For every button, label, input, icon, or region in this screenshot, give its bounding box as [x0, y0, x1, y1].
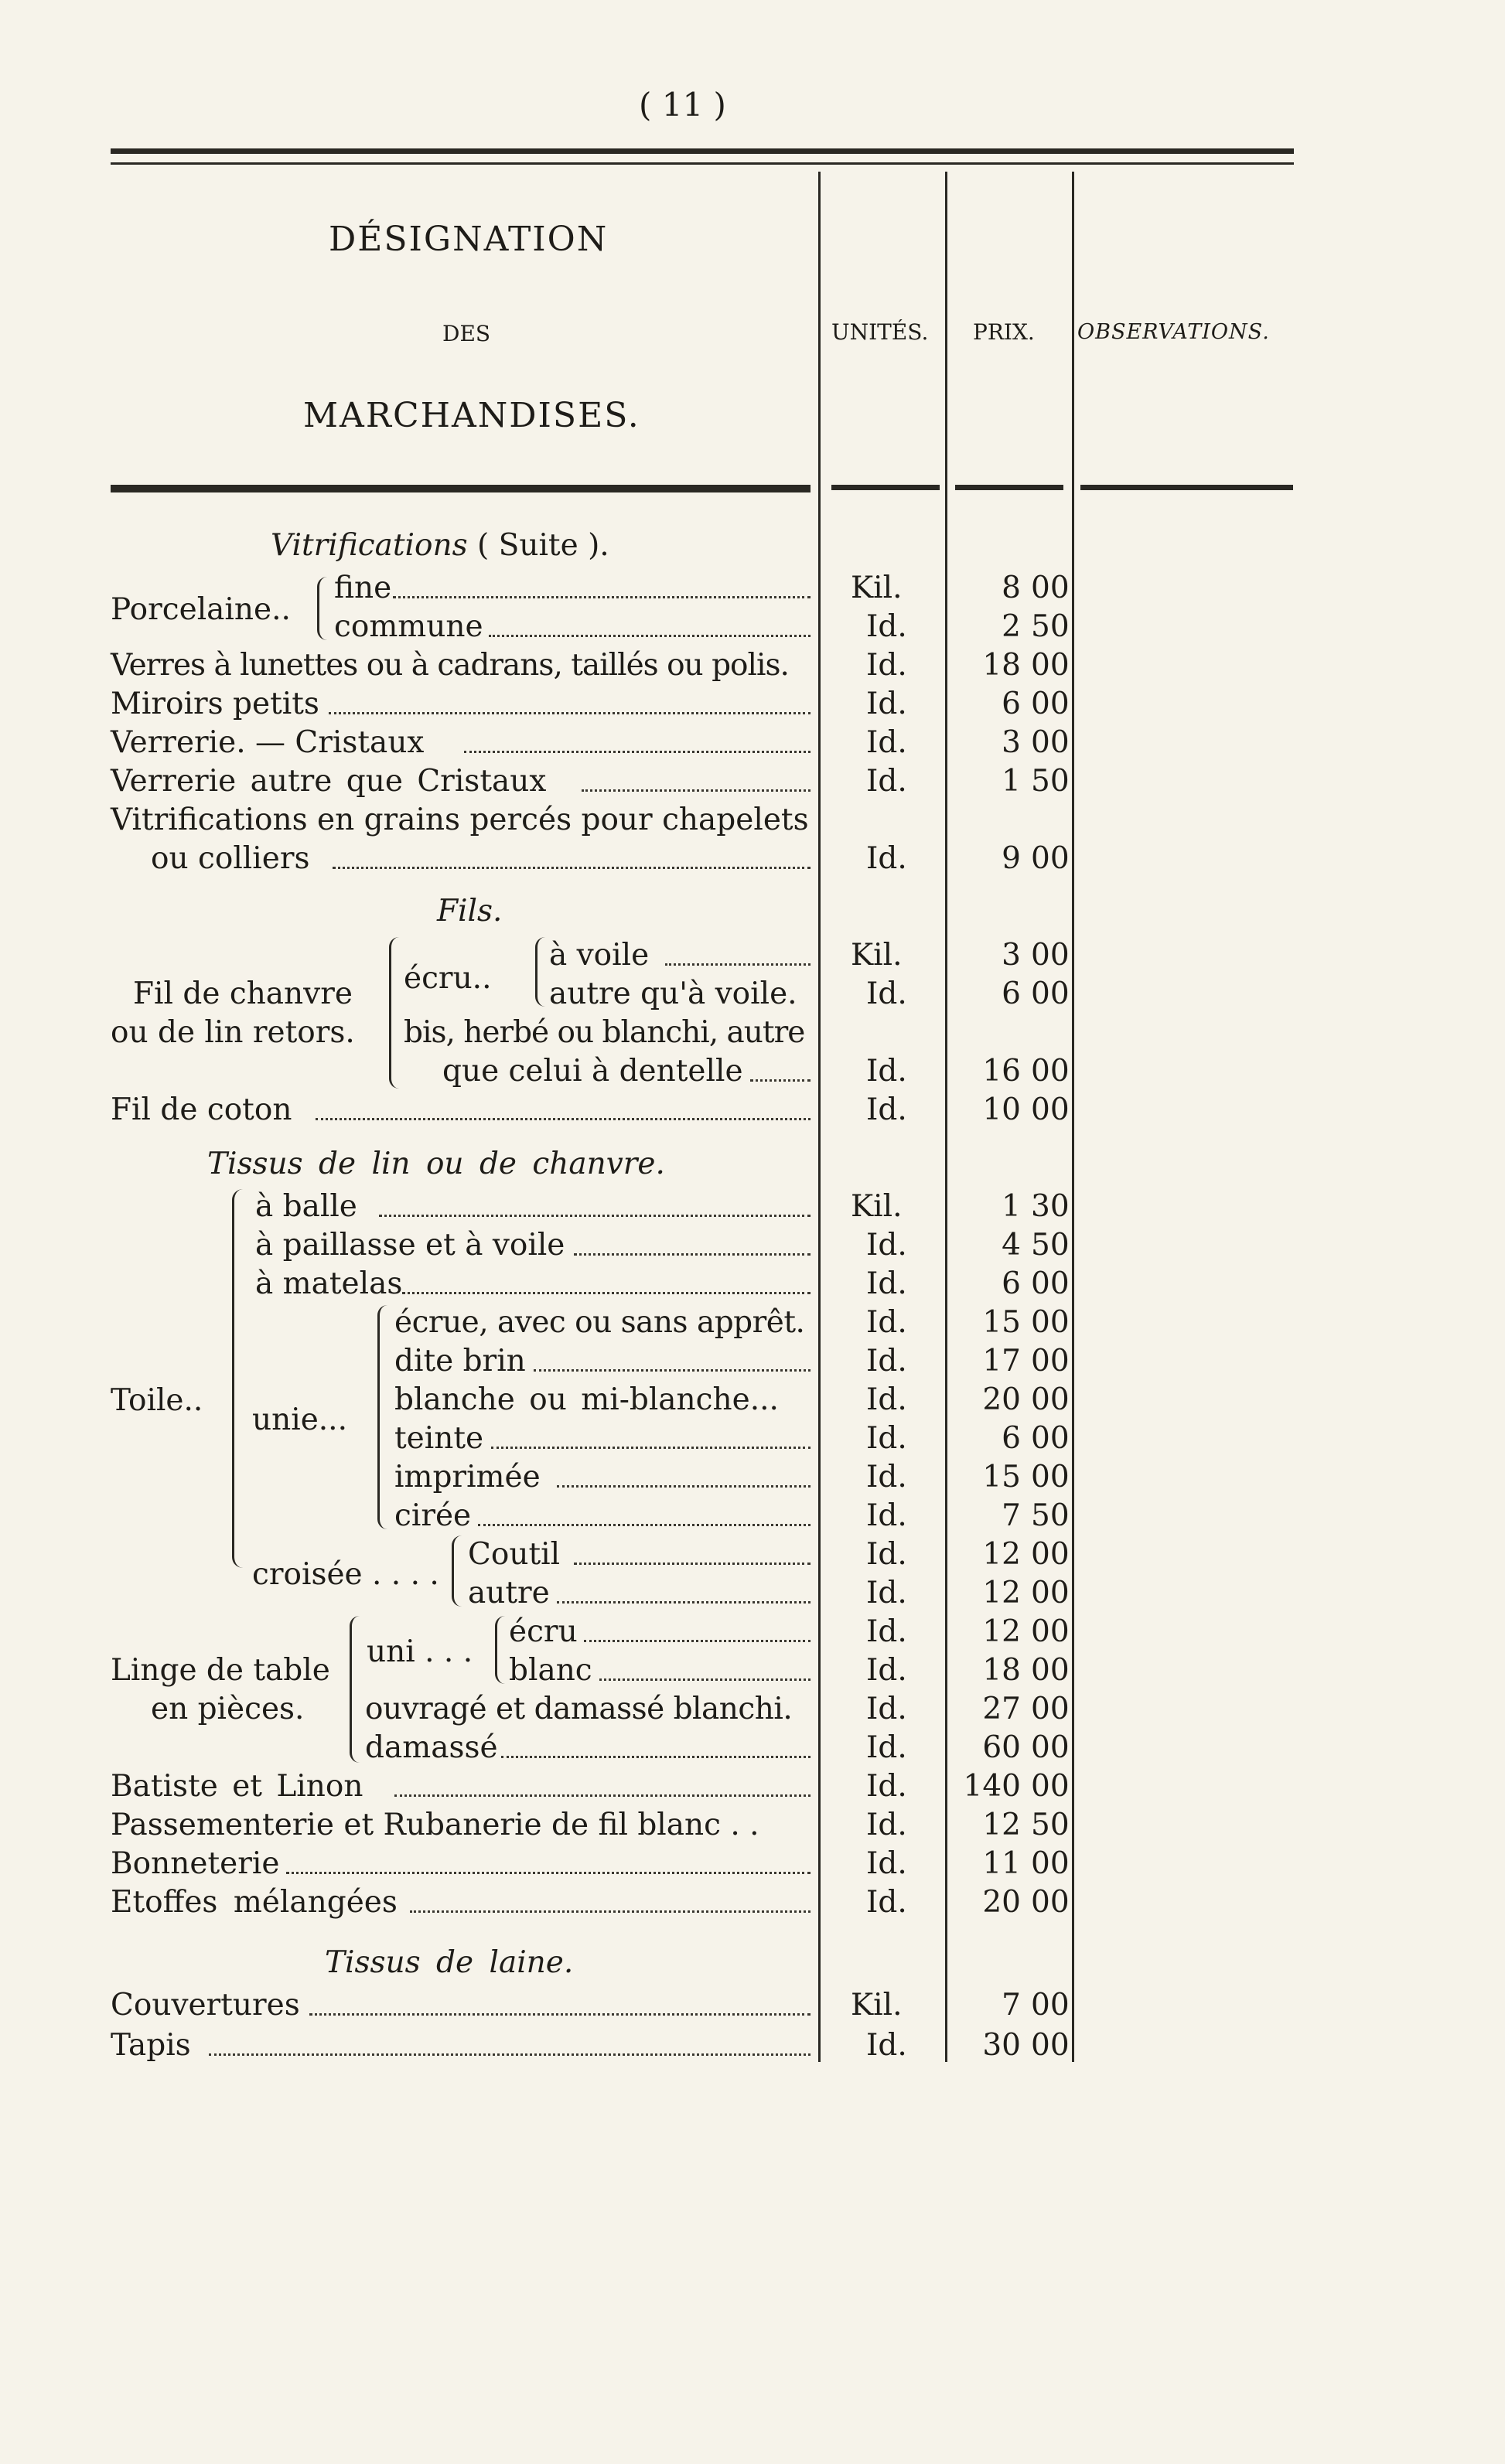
row-leader	[557, 1564, 811, 1603]
row-unit: Id.	[866, 841, 907, 876]
row-unit: Id.	[866, 1653, 907, 1688]
row-leader	[501, 1719, 811, 1758]
row-label-cont: ou colliers	[151, 841, 310, 876]
table-row	[0, 1343, 1505, 1380]
group-porcelaine: Porcelaine..	[111, 592, 291, 627]
row-price-int: 27	[982, 1692, 1021, 1726]
row-price-dec: 00	[1031, 725, 1070, 760]
row-leader	[489, 598, 811, 637]
row-label: Batiste et Linon	[111, 1769, 363, 1804]
row-unit: Kil.	[851, 1988, 903, 2023]
header-marchandises: MARCHANDISES.	[303, 396, 640, 435]
row-unit: Id.	[866, 1460, 907, 1494]
row-label: écru	[509, 1614, 578, 1649]
group-fil-chanvre-2: ou de lin retors.	[111, 1015, 355, 1050]
row-unit: Id.	[866, 1092, 907, 1127]
table-row	[0, 1266, 1505, 1303]
row-price-dec: 00	[1031, 1382, 1070, 1417]
row-price-dec: 50	[1031, 764, 1070, 799]
row-label: Verrerie autre que Cristaux	[111, 764, 547, 799]
row-unit: Id.	[866, 1498, 907, 1533]
row-price-int: 20	[982, 1382, 1021, 1417]
table-row	[0, 1092, 1505, 1129]
row-unit: Kil.	[851, 1189, 903, 1224]
row-label: Vitrifications en grains percés pour chapelets	[111, 803, 809, 837]
row-price-int: 2	[1002, 609, 1021, 644]
row-price-dec: 00	[1031, 1614, 1070, 1649]
row-price-int: 16	[982, 1054, 1021, 1089]
row-label: Couvertures	[111, 1988, 300, 2023]
row-price-dec: 00	[1031, 1769, 1070, 1804]
table-row	[0, 1884, 1505, 1921]
row-price-int: 1	[1002, 1189, 1021, 1224]
group-linge-2: en pièces.	[151, 1692, 305, 1726]
row-label: Verres à lunettes ou à cadrans, taillés ou polis.	[111, 648, 789, 683]
row-label: à balle	[255, 1189, 357, 1224]
row-label: Fil de coton	[111, 1092, 292, 1127]
row-label: teinte	[394, 1421, 484, 1456]
row-label: Verrerie. — Cristaux	[111, 725, 425, 760]
row-price-dec: 50	[1031, 1228, 1070, 1263]
row-price-int: 18	[982, 648, 1021, 683]
row-price-int: 12	[982, 1537, 1021, 1572]
row-price-int: 6	[1002, 976, 1021, 1011]
row-leader	[309, 1976, 811, 2016]
row-price-dec: 00	[1031, 1846, 1070, 1881]
row-unit: Id.	[866, 725, 907, 760]
row-price-dec: 00	[1031, 1421, 1070, 1456]
row-price-int: 20	[982, 1885, 1021, 1920]
row-price-int: 30	[982, 2028, 1021, 2063]
row-price-int: 6	[1002, 1266, 1021, 1301]
row-label: fine	[334, 571, 392, 605]
row-leader	[393, 559, 811, 598]
header-rule-price	[955, 485, 1063, 490]
row-price-int: 6	[1002, 687, 1021, 721]
row-leader	[379, 1177, 811, 1217]
row-price-int: 3	[1002, 725, 1021, 760]
row-unit: Id.	[866, 1885, 907, 1920]
row-unit: Id.	[866, 648, 907, 683]
row-label: ouvragé et damassé blanchi.	[365, 1692, 793, 1726]
row-label: Coutil	[468, 1537, 561, 1572]
row-price-int: 9	[1002, 841, 1021, 876]
row-price-dec: 00	[1031, 1266, 1070, 1301]
row-price-dec: 00	[1031, 648, 1070, 683]
row-price-dec: 00	[1031, 1653, 1070, 1688]
row-price-int: 140	[963, 1769, 1021, 1804]
header-rule-designation	[111, 485, 811, 492]
row-price-int: 7	[1002, 1498, 1021, 1533]
row-price-int: 11	[982, 1846, 1021, 1881]
row-label: blanche ou mi-blanche...	[394, 1382, 779, 1417]
row-label: imprimée	[394, 1460, 541, 1494]
row-price-dec: 00	[1031, 1576, 1070, 1610]
row-price-int: 10	[982, 1092, 1021, 1127]
row-price-int: 7	[1002, 1988, 1021, 2023]
row-leader	[584, 1603, 811, 1642]
row-unit: Id.	[866, 1576, 907, 1610]
page-number: ( 11 )	[639, 86, 726, 124]
table-row	[0, 937, 1505, 974]
group-ecru: écru..	[404, 961, 492, 996]
row-price-int: 12	[982, 1576, 1021, 1610]
row-price-int: 8	[1002, 571, 1021, 605]
row-price-dec: 00	[1031, 2028, 1070, 2063]
row-price-int: 3	[1002, 938, 1021, 973]
row-price-dec: 00	[1031, 571, 1070, 605]
row-price-dec: 00	[1031, 841, 1070, 876]
row-price-int: 1	[1002, 764, 1021, 799]
row-unit: Id.	[866, 976, 907, 1011]
row-unit: Id.	[866, 1730, 907, 1765]
row-unit: Id.	[866, 764, 907, 799]
row-leader	[582, 752, 811, 792]
row-label-cont: que celui à dentelle	[442, 1054, 743, 1089]
row-label: bis, herbé ou blanchi, autre	[404, 1015, 805, 1050]
header-units: UNITÉS.	[831, 319, 929, 345]
header-rule-obs	[1080, 485, 1293, 490]
row-price-dec: 00	[1031, 1054, 1070, 1089]
row-label: Tapis	[111, 2028, 191, 2063]
table-row	[0, 2027, 1505, 2064]
row-unit: Id.	[866, 1228, 907, 1263]
row-price-int: 17	[982, 1344, 1021, 1379]
row-leader	[464, 714, 811, 753]
row-label: Bonneterie	[111, 1846, 280, 1881]
section-suffix: ( Suite ).	[477, 528, 609, 563]
group-fil-chanvre: Fil de chanvre	[133, 976, 353, 1011]
row-label: Etoffes mélangées	[111, 1885, 398, 1920]
row-leader	[333, 830, 811, 869]
row-label: Miroirs petits	[111, 687, 319, 721]
row-price-dec: 00	[1031, 1885, 1070, 1920]
row-leader	[750, 1042, 811, 1082]
row-label: écrue, avec ou sans apprêt.	[394, 1305, 805, 1340]
top-rule	[111, 148, 1294, 154]
row-label: dite brin	[394, 1344, 526, 1379]
row-leader	[665, 926, 811, 966]
row-label: cirée	[394, 1498, 472, 1533]
row-leader	[599, 1641, 811, 1681]
row-label: commune	[334, 609, 483, 644]
row-unit: Id.	[866, 1614, 907, 1649]
row-price-dec: 30	[1031, 1189, 1070, 1224]
row-leader	[329, 675, 811, 714]
row-price-int: 6	[1002, 1421, 1021, 1456]
row-price-dec: 00	[1031, 1988, 1070, 2023]
row-unit: Id.	[866, 687, 907, 721]
row-leader	[491, 1409, 811, 1449]
row-price-dec: 00	[1031, 1305, 1070, 1340]
table-row	[0, 1014, 1505, 1090]
header-observations: OBSERVATIONS.	[1077, 320, 1270, 344]
section-title: Vitrifications	[271, 528, 468, 563]
row-unit: Id.	[866, 1421, 907, 1456]
row-leader	[574, 1216, 811, 1256]
row-label: autre	[468, 1576, 550, 1610]
row-price-dec: 00	[1031, 1344, 1070, 1379]
row-label: à voile	[549, 938, 650, 973]
row-unit: Id.	[866, 2028, 907, 2063]
row-unit: Id.	[866, 1846, 907, 1881]
row-price-dec: 00	[1031, 976, 1070, 1011]
row-unit: Kil.	[851, 571, 903, 605]
row-leader	[557, 1448, 811, 1488]
row-unit: Id.	[866, 1266, 907, 1301]
row-leader	[286, 1835, 811, 1874]
row-unit: Id.	[866, 1537, 907, 1572]
row-label: blanc	[509, 1653, 592, 1688]
row-unit: Id.	[866, 609, 907, 644]
group-uni: uni . . .	[367, 1634, 473, 1669]
row-price-dec: 00	[1031, 1092, 1070, 1127]
row-leader	[394, 1757, 811, 1797]
table-row	[0, 763, 1505, 800]
row-leader	[534, 1332, 811, 1372]
row-price-dec: 00	[1031, 1460, 1070, 1494]
header-rule-units	[831, 485, 940, 490]
row-leader	[402, 1255, 811, 1294]
table-row	[0, 1768, 1505, 1805]
row-price-dec: 00	[1031, 938, 1070, 973]
group-croisee: croisée . . . .	[252, 1557, 439, 1592]
group-toile: Toile..	[111, 1383, 203, 1418]
section-fils: Fils.	[437, 894, 503, 929]
row-leader	[410, 1873, 811, 1913]
row-price-int: 12	[982, 1614, 1021, 1649]
row-price-dec: 00	[1031, 1537, 1070, 1572]
group-linge: Linge de table	[111, 1653, 330, 1688]
top-rule-thin	[111, 162, 1294, 165]
row-unit: Id.	[866, 1344, 907, 1379]
table-row	[0, 608, 1505, 646]
row-unit: Id.	[866, 1808, 907, 1842]
row-price-dec: 50	[1031, 1808, 1070, 1842]
row-price-dec: 00	[1031, 687, 1070, 721]
section-tissus-lin: Tissus de lin ou de chanvre.	[207, 1147, 665, 1181]
table-row	[0, 1652, 1505, 1689]
table-row	[0, 976, 1505, 1013]
row-unit: Id.	[866, 1305, 907, 1340]
row-label: damassé	[365, 1730, 498, 1765]
row-leader	[316, 1081, 811, 1120]
row-unit: Id.	[866, 1769, 907, 1804]
row-label: à paillasse et à voile	[255, 1228, 565, 1263]
table-row	[0, 802, 1505, 878]
row-unit: Id.	[866, 1054, 907, 1089]
row-price-int: 12	[982, 1808, 1021, 1842]
row-label: autre qu'à voile.	[549, 976, 797, 1011]
row-unit: Id.	[866, 1692, 907, 1726]
row-price-dec: 00	[1031, 1730, 1070, 1765]
header-des: DES	[442, 321, 491, 346]
row-price-int: 60	[982, 1730, 1021, 1765]
row-leader	[478, 1487, 811, 1526]
row-label: à matelas	[255, 1266, 403, 1301]
row-leader	[574, 1525, 811, 1565]
row-price-dec: 00	[1031, 1692, 1070, 1726]
group-unie: unie...	[252, 1402, 347, 1437]
row-unit: Id.	[866, 1382, 907, 1417]
row-unit: Kil.	[851, 938, 903, 973]
row-price-dec: 50	[1031, 1498, 1070, 1533]
header-designation: DÉSIGNATION	[329, 220, 609, 259]
row-price-int: 15	[982, 1460, 1021, 1494]
header-price: PRIX.	[973, 319, 1035, 345]
row-price-int: 18	[982, 1653, 1021, 1688]
row-leader	[209, 2016, 811, 2056]
row-price-int: 15	[982, 1305, 1021, 1340]
section-tissus-laine: Tissus de laine.	[325, 1945, 574, 1980]
row-price-dec: 50	[1031, 609, 1070, 644]
row-label: Passementerie et Rubanerie de fil blanc . .	[111, 1808, 759, 1842]
row-price-int: 4	[1002, 1228, 1021, 1263]
